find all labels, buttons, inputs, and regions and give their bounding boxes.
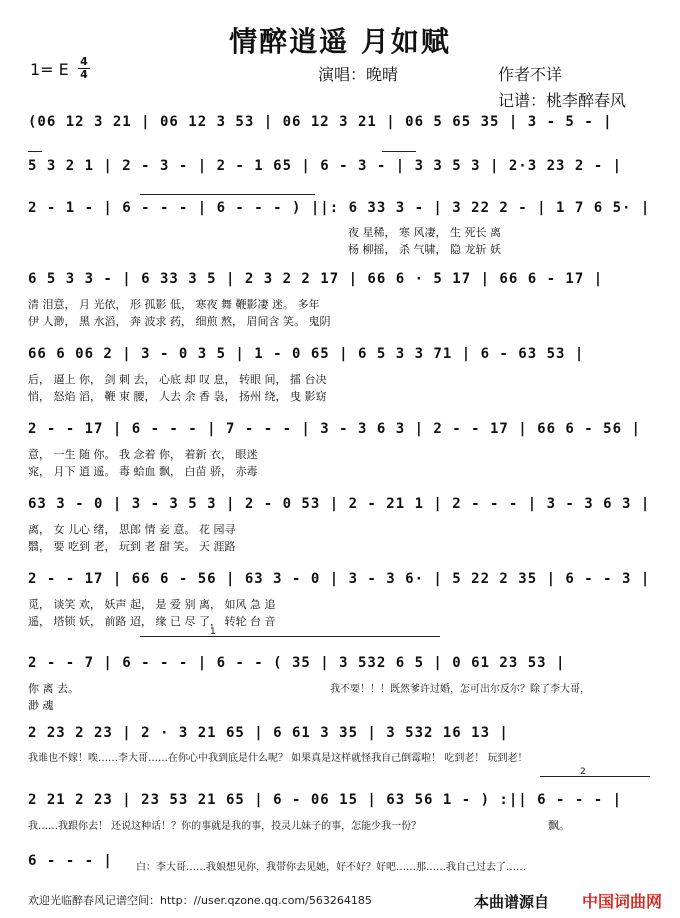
lyrics-verse-2: 翳， 要 吃到 老， 玩到 老 甜 笑。 天 涯路 [28, 540, 236, 553]
source-label: 本曲谱源自 [474, 893, 550, 911]
meter-bottom: 4 [80, 68, 88, 81]
lyrics-verse-2: 杨 柳摇， 杀 气啸， 隐 龙斩 妖 [348, 243, 501, 256]
spoken-note: 我谁也不嫁！唉……李大哥……在你心中我到底是什么呢？ 如果真是这样就怪我自己倒霉啦！ 吃到老！ 玩到老！ [28, 753, 528, 764]
lyrics-verse-1: 夜 星稀， 寒 风凄， 生 死长 离 [348, 226, 501, 239]
singer: 演唱：晚晴 [318, 65, 399, 84]
spoken-note: 白：李大哥……我娘想见你，我带你去见她，好不好？好吧……那……我自己过去了…… [136, 862, 526, 873]
score-line-4: 6 5 3 3 - | 6 33 3 5 | 2 3 2 2 17 | 66 6 · 5 17 | 66 6 - 17 | [28, 271, 604, 287]
time-signature [76, 56, 92, 81]
volta-number: 2 [580, 767, 586, 777]
key-signature: 1= E [30, 60, 69, 79]
lyrics-verse-2: 窕， 月下 逍 遥。 毒 蛤血 飘， 白苗 骄， 赤毒 [28, 465, 258, 478]
score-line-5: 66 6 06 2 | 3 - 0 3 5 | 1 - 0 65 | 6 5 3 3 71 | 6 - 63 53 | [28, 346, 585, 362]
volta-number: 1 [210, 627, 216, 637]
score-line-11: 2 21 2 23 | 23 53 21 65 | 6 - 06 15 | 63 56 1 - ) :|| 6 - - - | [28, 792, 623, 808]
brand-logo: 中国词曲网 [582, 892, 663, 911]
score-line-7: 63 3 - 0 | 3 - 3 5 3 | 2 - 0 53 | 2 - 21 1 | 2 - - - | 3 - 3 6 3 | [28, 496, 651, 512]
score-line-8: 2 - - 17 | 66 6 - 56 | 63 3 - 0 | 3 - 3 6· | 5 22 2 35 | 6 - - 3 | [28, 571, 651, 587]
volta-bracket [140, 636, 440, 637]
spoken-note: 我不要！！！既然爹许过婚，怎可出尔反尔？除了李大哥， [330, 684, 590, 695]
lyrics-verse-1: 意， 一生 随 你。 我 念着 你， 着新 衣， 眼迷 [28, 448, 258, 461]
score-line-6: 2 - - 17 | 6 - - - | 7 - - - | 3 - 3 6 3 | 2 - - 17 | 66 6 - 56 | [28, 421, 641, 437]
score-line-12: 6 - - - | [28, 853, 113, 869]
spoken-note: 我……我跟你去！ 还说这种话！？你的事就是我的事，投灵儿妹子的事，怎能少我一份？ [28, 821, 422, 832]
score-line-10: 2 23 2 23 | 2 · 3 21 65 | 6 61 3 35 | 3 532 16 13 | [28, 725, 509, 741]
volta-bracket [540, 776, 650, 777]
tie-mark [28, 151, 42, 152]
tie-mark [140, 194, 315, 195]
lyrics-verse-1: 离， 女 儿心 绪， 思郎 情 妾 意。 花 园寻 [28, 523, 236, 536]
lyrics-verse-2: 伊 人渺， 黑 水滔， 奔 波求 药， 细煎 熬， 眉间含 笑。 鬼阴 [28, 315, 331, 328]
score-line-3: 2 - 1 - | 6 - - - | 6 - - - ) ||: 6 33 3 - | 3 22 2 - | 1 7 6 5· | [28, 200, 651, 216]
lyrics-verse-1: 后， 逼上 你， 剑 刺 去， 心底 却 叹 息， 转眼 间， 擂 台决 [28, 373, 327, 386]
lyrics-verse-2: 渺 魂 [28, 699, 54, 712]
song-title: 情醉逍遥 月如赋 [229, 25, 451, 58]
tie-mark [382, 151, 416, 152]
lyrics-verse-2: 遥， 塔锁 妖， 前路 迢， 缘 已 尽 了， 转轮 台 音 [28, 615, 276, 628]
footer-text: 欢迎光临醉春风记谱空间：http：//user.qzone.qq.com/563264185 [28, 894, 372, 907]
lyrics-verse-1: 飘。 [548, 819, 570, 832]
score-line-9: 2 - - 7 | 6 - - - | 6 - - ( 35 | 3 532 6 5 | 0 61 23 53 | [28, 655, 566, 671]
lyrics-verse-2: 悄， 怒焰 滔， 鞭 束 腰， 人去 余 香 袅， 扬州 绕， 曳 影窈 [28, 390, 327, 403]
lyrics-verse-1: 你 离 去。 [28, 682, 79, 695]
lyrics-verse-1: 清 泪意， 月 光依， 形 孤影 低， 寒夜 舞 鞭影凄 迷。 多年 [28, 298, 320, 311]
transcriber: 记谱：桃李醉春风 [498, 91, 627, 110]
meter-top: 4 [80, 55, 88, 68]
score-line-2: 5 3 2 1 | 2 - 3 - | 2 - 1 65 | 6 - 3 - | 3 3 5 3 | 2·3 23 2 - | [28, 158, 623, 174]
lyrics-verse-1: 觅， 谈笑 欢， 妖声 起， 是 爱 别 离， 如风 急 追 [28, 598, 276, 611]
composer: 作者不详 [498, 65, 563, 84]
score-line-1: (06 12 3 21 | 06 12 3 53 | 06 12 3 21 | 06 5 65 35 | 3 - 5 - | [28, 114, 613, 130]
